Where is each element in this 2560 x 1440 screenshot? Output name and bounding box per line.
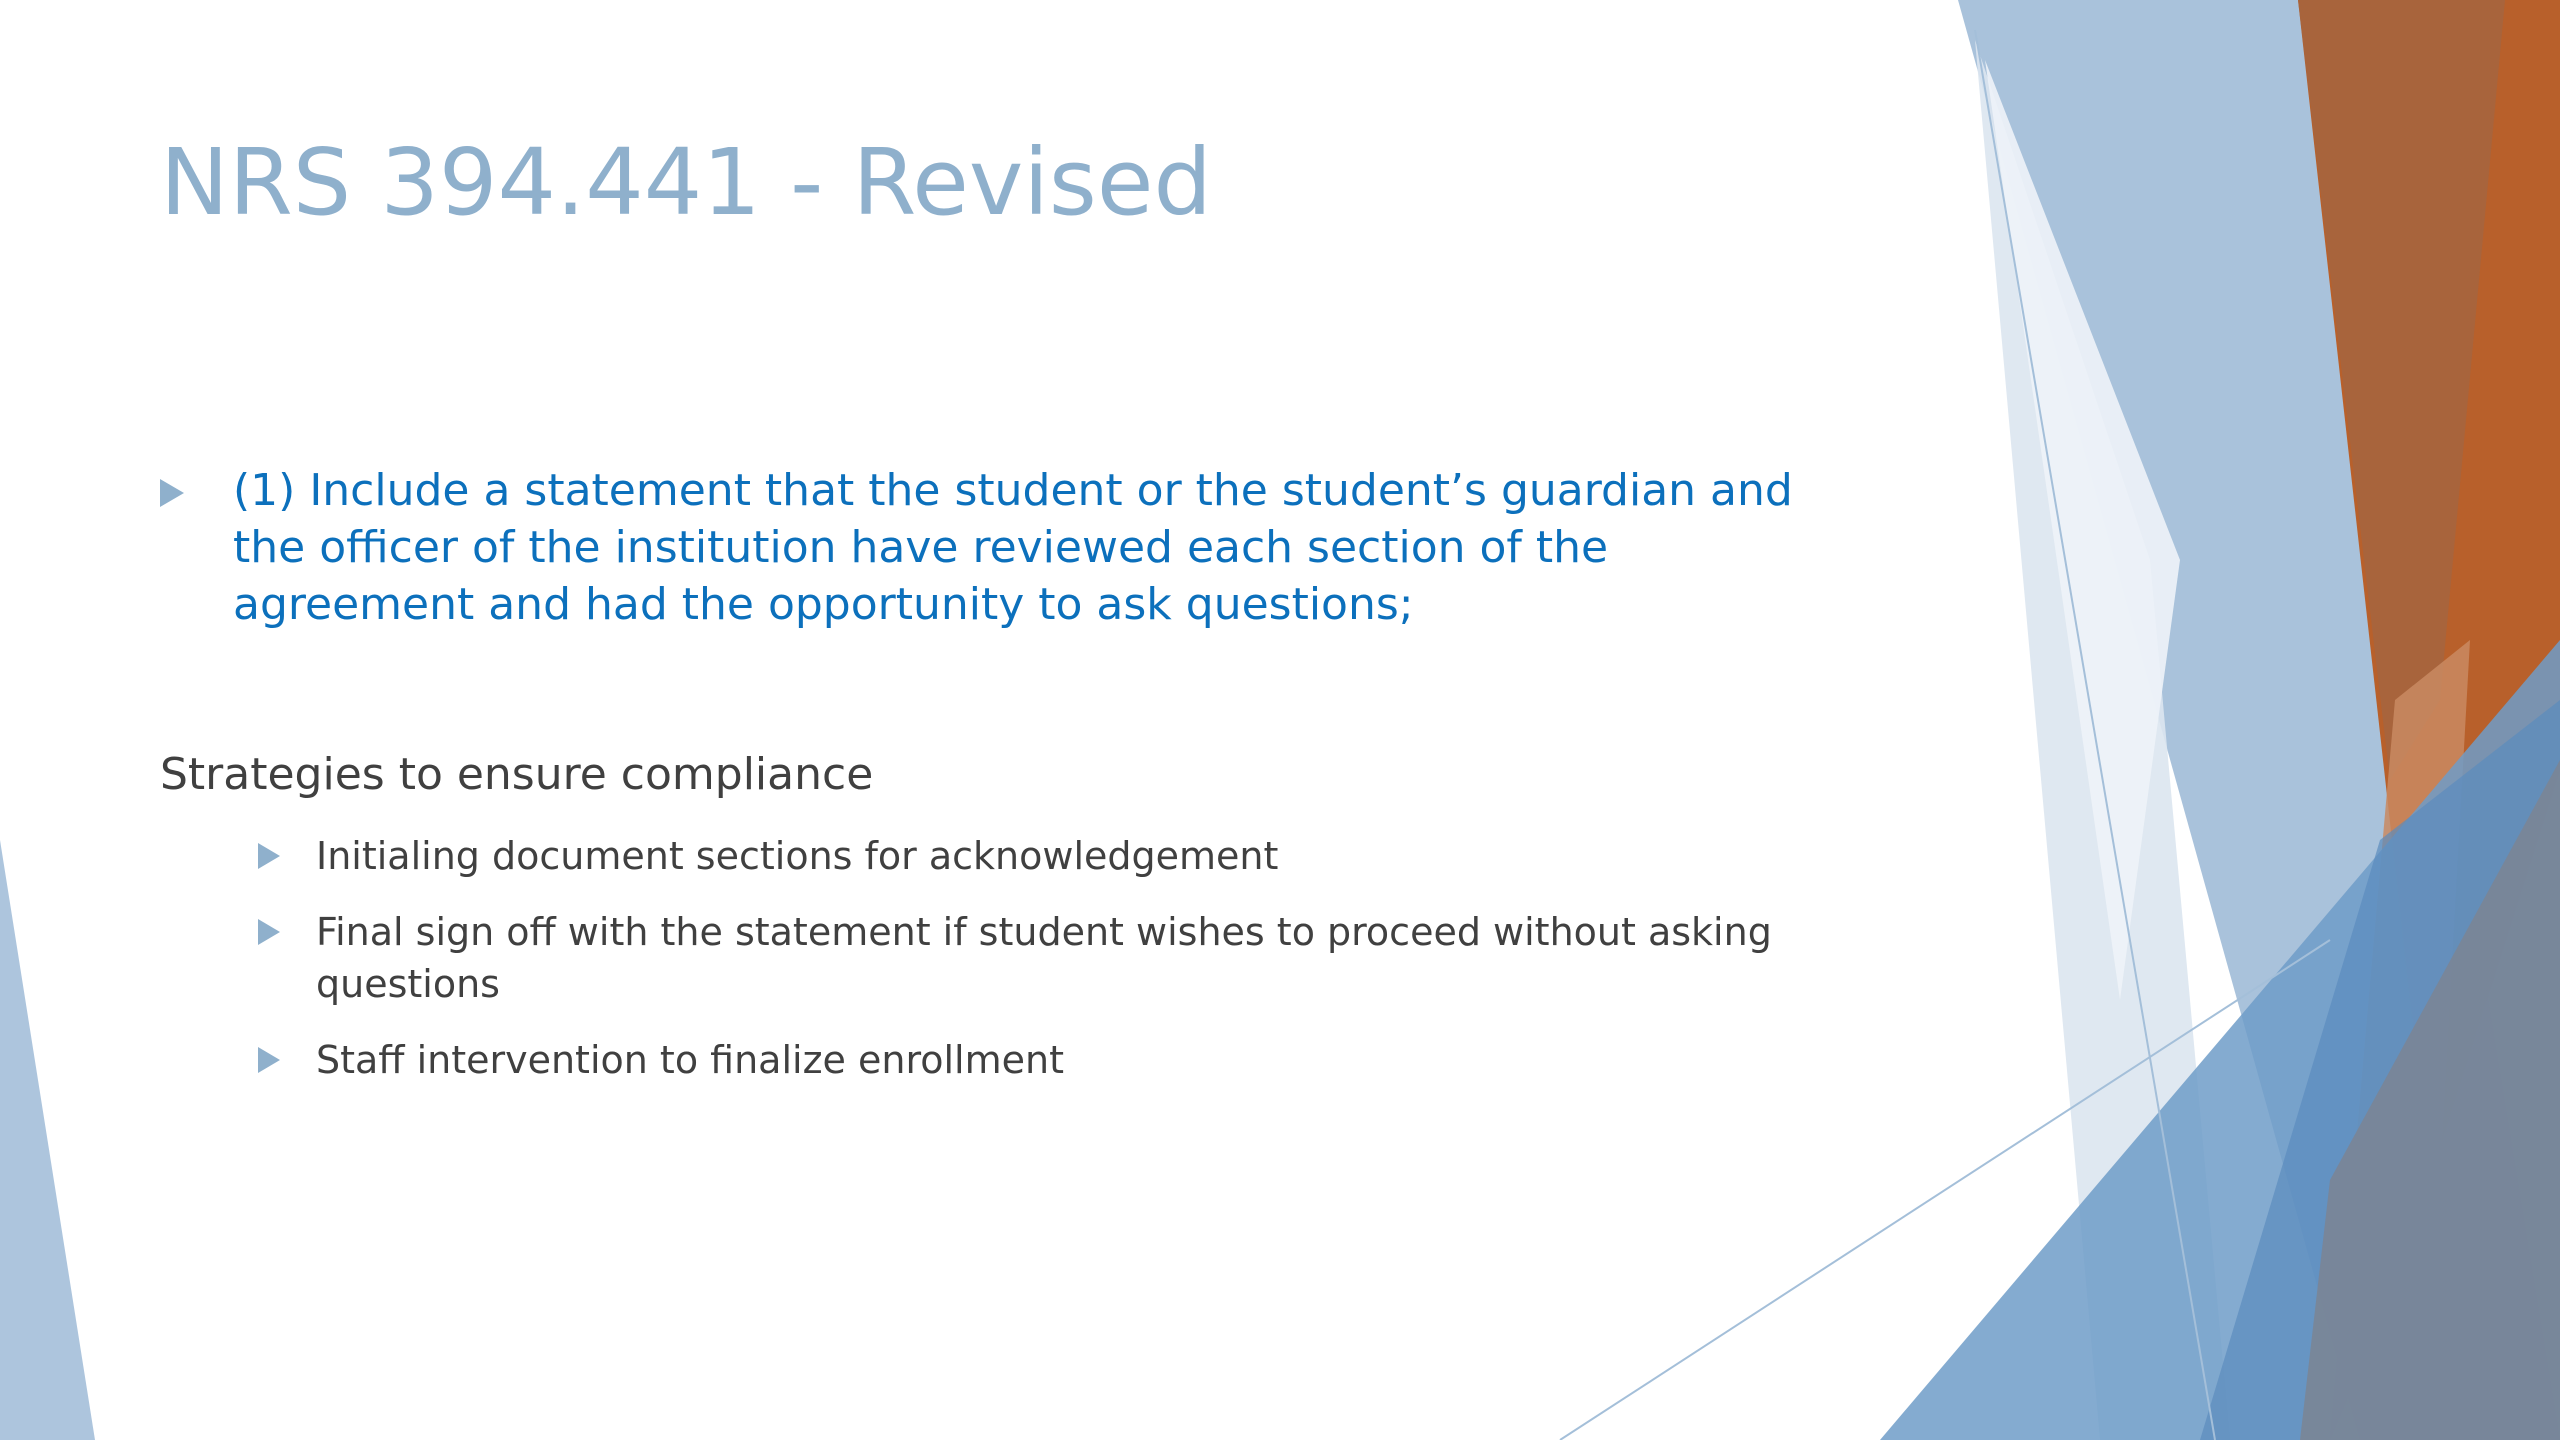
main-bullet bbox=[160, 462, 1860, 633]
left-facet-shape bbox=[0, 840, 95, 1440]
play-triangle-icon bbox=[160, 462, 233, 507]
strategy-text: Initialing document sections for acknowledgement bbox=[316, 834, 1279, 878]
strategies-heading: Strategies to ensure compliance bbox=[160, 749, 874, 800]
list-item bbox=[258, 906, 1878, 1010]
list-item bbox=[258, 1034, 1878, 1086]
play-triangle-icon bbox=[258, 906, 316, 945]
play-triangle-icon bbox=[258, 1034, 316, 1073]
strategies-list bbox=[258, 830, 1878, 1110]
strategy-text: Staff intervention to finalize enrollment bbox=[316, 1038, 1064, 1082]
main-bullet-text: (1) Include a statement that the student or the student’s guardian and the officer of the institution have reviewed each section of the agreement and had the opportunity to ask questions; bbox=[233, 465, 1793, 630]
strategy-text: Final sign off with the statement if student wishes to proceed without asking questions bbox=[316, 910, 1772, 1006]
list-item bbox=[258, 830, 1878, 882]
slide-title: NRS 394.441 - Revised bbox=[160, 129, 1212, 236]
play-triangle-icon bbox=[258, 830, 316, 869]
